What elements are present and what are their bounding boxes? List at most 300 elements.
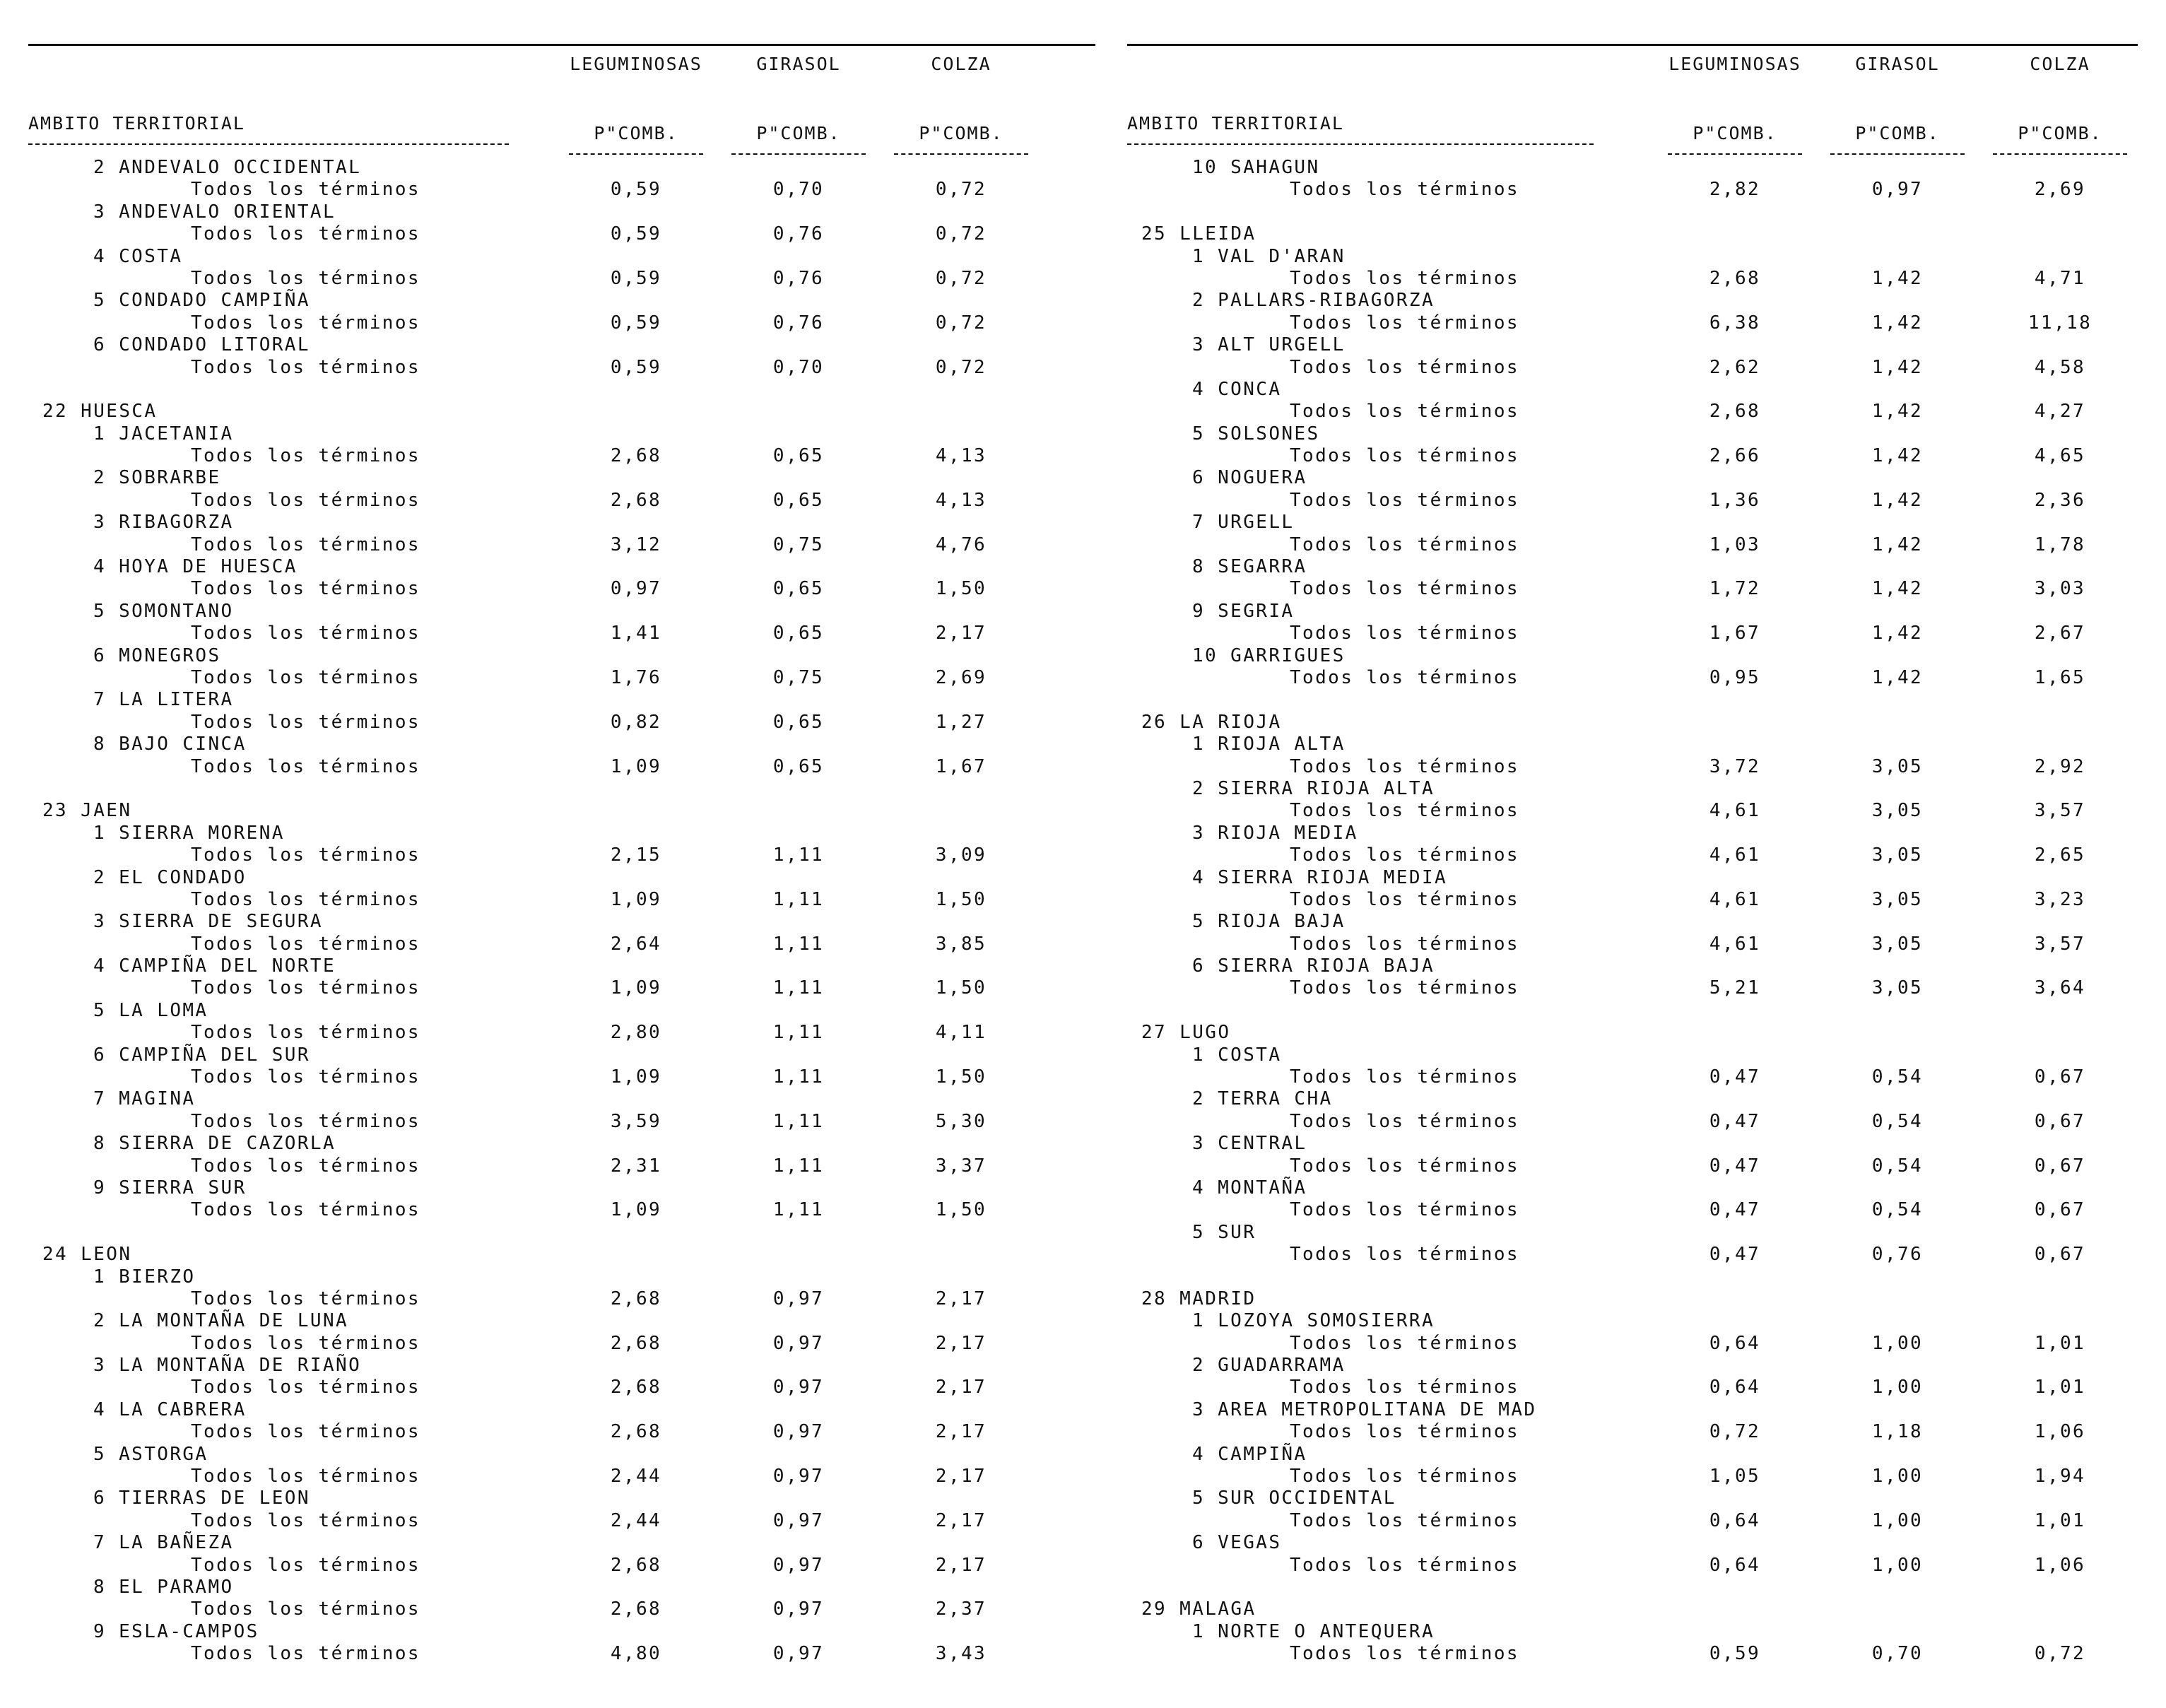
terminos-row bbox=[28, 1555, 1095, 1577]
girasol-value: 1,18 bbox=[1871, 1421, 1924, 1443]
comarca-row bbox=[1127, 423, 2138, 445]
comarca-row bbox=[1127, 1444, 2138, 1466]
colza-value: 5,30 bbox=[935, 1110, 987, 1132]
leguminosas-rule bbox=[1668, 153, 1802, 155]
comarca-row bbox=[1127, 601, 2138, 623]
girasol-value: 1,11 bbox=[772, 1022, 825, 1044]
row-label: Todos los términos bbox=[191, 1199, 420, 1221]
row-label: 5 ASTORGA bbox=[93, 1443, 208, 1465]
spacer-row bbox=[28, 1222, 1095, 1244]
comarca-row bbox=[28, 1044, 1095, 1066]
row-label: Todos los términos bbox=[1290, 977, 1519, 999]
row-label: 5 LA LOMA bbox=[93, 999, 208, 1021]
leguminosas-rule bbox=[569, 153, 703, 155]
colza-header: COLZA bbox=[931, 54, 991, 74]
terminos-row bbox=[28, 268, 1095, 290]
row-label: 3 ANDEVALO ORIENTAL bbox=[93, 201, 336, 223]
girasol-value: 3,05 bbox=[1871, 888, 1924, 910]
colza-value: 0,72 bbox=[2034, 1643, 2086, 1665]
row-label: Todos los términos bbox=[1290, 267, 1519, 289]
row-label: Todos los términos bbox=[1290, 578, 1519, 600]
terminos-row bbox=[1127, 1421, 2138, 1443]
leguminosas-value: 2,68 bbox=[610, 1421, 662, 1443]
comarca-row bbox=[1127, 467, 2138, 489]
girasol-rule bbox=[731, 153, 866, 155]
colza-value: 1,50 bbox=[935, 1066, 987, 1088]
terminos-row bbox=[28, 1288, 1095, 1310]
leguminosas-value: 2,68 bbox=[610, 1377, 662, 1398]
colza-value: 3,57 bbox=[2034, 933, 2086, 955]
girasol-value: 1,00 bbox=[1871, 1466, 1924, 1488]
terminos-row bbox=[28, 1598, 1095, 1620]
spacer-row bbox=[1127, 1000, 2138, 1022]
leguminosas-value: 0,47 bbox=[1709, 1066, 1761, 1088]
colza-value: 1,06 bbox=[2034, 1421, 2086, 1443]
row-label: Todos los términos bbox=[191, 1466, 420, 1488]
row-label: 7 LA LITERA bbox=[93, 689, 234, 711]
row-label: 2 SOBRARBE bbox=[93, 467, 221, 489]
girasol-value: 0,75 bbox=[772, 666, 825, 688]
comarca-row bbox=[1127, 379, 2138, 401]
girasol-value: 0,97 bbox=[772, 1509, 825, 1531]
leguminosas-value: 3,12 bbox=[610, 534, 662, 555]
terminos-row bbox=[28, 179, 1095, 201]
row-label: Todos los términos bbox=[191, 179, 420, 201]
province-row bbox=[1127, 223, 2138, 245]
terminos-row bbox=[1127, 1466, 2138, 1488]
leguminosas-value: 0,59 bbox=[610, 356, 662, 378]
row-label: Todos los términos bbox=[191, 1332, 420, 1354]
girasol-value: 1,11 bbox=[772, 844, 825, 866]
leguminosas-value: 1,09 bbox=[610, 977, 662, 999]
girasol-value: 1,00 bbox=[1871, 1377, 1924, 1398]
comarca-row bbox=[28, 157, 1095, 179]
row-label: Todos los términos bbox=[191, 933, 420, 955]
terminos-row bbox=[1127, 179, 2138, 201]
row-label: 4 COSTA bbox=[93, 245, 183, 267]
terminos-row bbox=[1127, 490, 2138, 512]
row-label: Todos los términos bbox=[1290, 666, 1519, 688]
row-label: Todos los términos bbox=[1290, 534, 1519, 555]
ambito-rule bbox=[1127, 143, 1594, 145]
girasol-value: 0,70 bbox=[772, 179, 825, 201]
comarca-row bbox=[28, 201, 1095, 223]
terminos-row bbox=[1127, 1333, 2138, 1355]
row-label: 6 CAMPIÑA DEL SUR bbox=[93, 1044, 310, 1066]
girasol-value: 1,42 bbox=[1871, 578, 1924, 600]
colza-value: 1,50 bbox=[935, 1199, 987, 1221]
row-label: 24 LEON bbox=[42, 1244, 132, 1266]
girasol-value: 1,42 bbox=[1871, 623, 1924, 644]
ambito-territorial-header: AMBITO TERRITORIAL bbox=[28, 113, 245, 134]
row-label: Todos los términos bbox=[191, 844, 420, 866]
leguminosas-value: 1,09 bbox=[610, 1199, 662, 1221]
leguminosas-value: 4,61 bbox=[1709, 844, 1761, 866]
colza-value: 0,67 bbox=[2034, 1110, 2086, 1132]
leguminosas-value: 4,80 bbox=[610, 1643, 662, 1665]
row-label: 5 SOMONTANO bbox=[93, 600, 234, 622]
terminos-row bbox=[28, 1510, 1095, 1532]
row-label: Todos los términos bbox=[1290, 755, 1519, 777]
ambito-territorial-header: AMBITO TERRITORIAL bbox=[1127, 113, 1344, 134]
girasol-value: 0,97 bbox=[772, 1421, 825, 1443]
row-label: 22 HUESCA bbox=[42, 401, 158, 423]
leguminosas-value: 2,68 bbox=[1709, 401, 1761, 423]
leguminosas-value: 2,64 bbox=[610, 933, 662, 955]
terminos-row bbox=[1127, 1643, 2138, 1665]
comarca-row bbox=[28, 1133, 1095, 1155]
row-label: Todos los términos bbox=[191, 755, 420, 777]
terminos-row bbox=[28, 223, 1095, 245]
leguminosas-value: 2,62 bbox=[1709, 356, 1761, 378]
row-label: 6 VEGAS bbox=[1192, 1532, 1282, 1554]
terminos-row bbox=[28, 1199, 1095, 1221]
row-label: Todos los términos bbox=[1290, 489, 1519, 511]
colza-value: 2,17 bbox=[935, 1377, 987, 1398]
row-label: 5 SOLSONES bbox=[1192, 423, 1320, 444]
row-label: 6 TIERRAS DE LEON bbox=[93, 1488, 310, 1509]
leguminosas-value: 2,68 bbox=[610, 1332, 662, 1354]
girasol-value: 0,65 bbox=[772, 711, 825, 733]
colza-value: 1,50 bbox=[935, 888, 987, 910]
terminos-row bbox=[28, 1643, 1095, 1665]
leguminosas-pcomb-header: P"COMB. bbox=[594, 123, 678, 143]
leguminosas-pcomb-header: P"COMB. bbox=[1693, 123, 1777, 143]
row-label: 5 CONDADO CAMPIÑA bbox=[93, 290, 310, 312]
colza-value: 2,17 bbox=[935, 1288, 987, 1309]
row-label: Todos los términos bbox=[191, 888, 420, 910]
comarca-row bbox=[28, 601, 1095, 623]
row-label: 6 SIERRA RIOJA BAJA bbox=[1192, 955, 1435, 977]
terminos-row bbox=[28, 667, 1095, 689]
leguminosas-value: 2,82 bbox=[1709, 179, 1761, 201]
colza-value: 0,72 bbox=[935, 223, 987, 245]
leguminosas-value: 2,68 bbox=[610, 1598, 662, 1620]
colza-value: 4,65 bbox=[2034, 445, 2086, 467]
comarca-row bbox=[1127, 1621, 2138, 1643]
row-label: Todos los términos bbox=[191, 489, 420, 511]
row-label: 3 RIBAGORZA bbox=[93, 512, 234, 534]
leguminosas-value: 0,47 bbox=[1709, 1155, 1761, 1177]
row-label: 2 GUADARRAMA bbox=[1192, 1355, 1346, 1377]
row-label: Todos los términos bbox=[191, 1554, 420, 1576]
comarca-row bbox=[1127, 512, 2138, 534]
row-label: 3 LA MONTAÑA DE RIAÑO bbox=[93, 1355, 362, 1377]
leguminosas-value: 3,72 bbox=[1709, 755, 1761, 777]
terminos-row bbox=[28, 1066, 1095, 1088]
row-label: 6 CONDADO LITORAL bbox=[93, 334, 310, 356]
colza-value: 4,58 bbox=[2034, 356, 2086, 378]
comarca-row bbox=[28, 955, 1095, 977]
colza-value: 3,64 bbox=[2034, 977, 2086, 999]
girasol-value: 0,76 bbox=[772, 223, 825, 245]
row-label: 1 NORTE O ANTEQUERA bbox=[1192, 1620, 1435, 1642]
row-label: 2 EL CONDADO bbox=[93, 866, 247, 888]
comarca-row bbox=[1127, 1088, 2138, 1110]
row-label: 3 ALT URGELL bbox=[1192, 334, 1346, 356]
girasol-header: GIRASOL bbox=[1855, 54, 1940, 74]
colza-value: 11,18 bbox=[2027, 312, 2093, 334]
comarca-row bbox=[28, 911, 1095, 933]
colza-value: 4,13 bbox=[935, 489, 987, 511]
terminos-row bbox=[28, 623, 1095, 644]
leguminosas-value: 0,59 bbox=[610, 267, 662, 289]
leguminosas-value: 2,44 bbox=[610, 1509, 662, 1531]
terminos-row bbox=[28, 490, 1095, 512]
leguminosas-value: 5,21 bbox=[1709, 977, 1761, 999]
row-label: 5 RIOJA BAJA bbox=[1192, 911, 1346, 933]
terminos-row bbox=[1127, 1510, 2138, 1532]
comarca-row bbox=[28, 823, 1095, 844]
leguminosas-value: 0,97 bbox=[610, 578, 662, 600]
comarca-row bbox=[28, 246, 1095, 268]
colza-value: 1,01 bbox=[2034, 1332, 2086, 1354]
comarca-row bbox=[28, 734, 1095, 755]
terminos-row bbox=[28, 889, 1095, 911]
row-label: Todos los términos bbox=[1290, 800, 1519, 822]
terminos-row bbox=[1127, 534, 2138, 556]
comarca-row bbox=[1127, 1532, 2138, 1554]
row-label: 2 ANDEVALO OCCIDENTAL bbox=[93, 157, 362, 178]
leguminosas-value: 0,64 bbox=[1709, 1332, 1761, 1354]
spacer-row bbox=[1127, 1577, 2138, 1598]
row-label: Todos los términos bbox=[1290, 445, 1519, 467]
leguminosas-value: 1,03 bbox=[1709, 534, 1761, 555]
comarca-row bbox=[1127, 334, 2138, 356]
row-label: Todos los términos bbox=[191, 534, 420, 555]
comarca-row bbox=[1127, 734, 2138, 755]
terminos-row bbox=[1127, 844, 2138, 866]
row-label: 6 NOGUERA bbox=[1192, 467, 1307, 489]
row-label: 2 SIERRA RIOJA ALTA bbox=[1192, 777, 1435, 799]
row-label: 27 LUGO bbox=[1141, 1022, 1231, 1044]
comarca-row bbox=[1127, 645, 2138, 667]
colza-value: 4,27 bbox=[2034, 401, 2086, 423]
leguminosas-value: 2,80 bbox=[610, 1022, 662, 1044]
leguminosas-value: 0,59 bbox=[610, 312, 662, 334]
row-label: 4 LA CABRERA bbox=[93, 1398, 247, 1420]
row-label: Todos los términos bbox=[1290, 623, 1519, 644]
row-label: 28 MADRID bbox=[1141, 1288, 1256, 1309]
province-row bbox=[28, 1244, 1095, 1266]
girasol-value: 0,65 bbox=[772, 623, 825, 644]
colza-value: 4,11 bbox=[935, 1022, 987, 1044]
row-label: Todos los términos bbox=[1290, 1466, 1519, 1488]
leguminosas-value: 0,59 bbox=[610, 223, 662, 245]
terminos-row bbox=[28, 1421, 1095, 1443]
girasol-value: 0,70 bbox=[772, 356, 825, 378]
terminos-row bbox=[28, 445, 1095, 467]
comarca-row bbox=[28, 1088, 1095, 1110]
comarca-row bbox=[28, 1532, 1095, 1554]
comarca-row bbox=[1127, 1044, 2138, 1066]
girasol-value: 0,65 bbox=[772, 578, 825, 600]
row-label: 1 LOZOYA SOMOSIERRA bbox=[1192, 1310, 1435, 1332]
girasol-value: 3,05 bbox=[1871, 977, 1924, 999]
row-label: Todos los términos bbox=[191, 1421, 420, 1443]
girasol-value: 0,65 bbox=[772, 755, 825, 777]
leguminosas-value: 2,15 bbox=[610, 844, 662, 866]
row-label: 26 LA RIOJA bbox=[1141, 711, 1282, 733]
row-label: Todos los términos bbox=[191, 1288, 420, 1309]
row-label: 1 BIERZO bbox=[93, 1266, 196, 1288]
comarca-row bbox=[28, 867, 1095, 889]
row-label: Todos los términos bbox=[191, 1509, 420, 1531]
row-label: 5 SUR OCCIDENTAL bbox=[1192, 1488, 1396, 1509]
row-label: 4 MONTAÑA bbox=[1192, 1177, 1307, 1198]
girasol-value: 1,42 bbox=[1871, 489, 1924, 511]
girasol-value: 0,70 bbox=[1871, 1643, 1924, 1665]
comarca-row bbox=[1127, 556, 2138, 578]
colza-value: 1,50 bbox=[935, 578, 987, 600]
colza-value: 0,67 bbox=[2034, 1155, 2086, 1177]
row-label: Todos los términos bbox=[191, 578, 420, 600]
colza-value: 0,67 bbox=[2034, 1199, 2086, 1221]
row-label: Todos los términos bbox=[191, 1598, 420, 1620]
row-label: 9 ESLA-CAMPOS bbox=[93, 1620, 259, 1642]
row-label: Todos los términos bbox=[1290, 1377, 1519, 1398]
row-label: 9 SEGRIA bbox=[1192, 600, 1295, 622]
leguminosas-value: 2,68 bbox=[610, 489, 662, 511]
colza-value: 1,01 bbox=[2034, 1377, 2086, 1398]
row-label: 3 SIERRA DE SEGURA bbox=[93, 911, 323, 933]
colza-rule bbox=[1993, 153, 2127, 155]
comarca-row bbox=[28, 1177, 1095, 1199]
right-page bbox=[1127, 0, 2138, 1708]
row-label: 4 CAMPIÑA bbox=[1192, 1443, 1307, 1465]
leguminosas-value: 4,61 bbox=[1709, 933, 1761, 955]
leguminosas-value: 1,72 bbox=[1709, 578, 1761, 600]
row-label: Todos los términos bbox=[1290, 1332, 1519, 1354]
row-label: 5 SUR bbox=[1192, 1221, 1256, 1243]
terminos-row bbox=[28, 1466, 1095, 1488]
row-label: Todos los términos bbox=[1290, 844, 1519, 866]
girasol-value: 0,97 bbox=[1871, 179, 1924, 201]
girasol-value: 0,75 bbox=[772, 534, 825, 555]
girasol-value: 1,42 bbox=[1871, 267, 1924, 289]
row-label: Todos los términos bbox=[1290, 179, 1519, 201]
terminos-row bbox=[1127, 756, 2138, 778]
comarca-row bbox=[28, 1488, 1095, 1509]
row-label: 1 COSTA bbox=[1192, 1044, 1282, 1066]
comarca-row bbox=[28, 689, 1095, 711]
girasol-value: 0,97 bbox=[772, 1598, 825, 1620]
terminos-row bbox=[1127, 312, 2138, 334]
row-label: 3 AREA METROPOLITANA DE MAD bbox=[1192, 1398, 1537, 1420]
girasol-value: 3,05 bbox=[1871, 800, 1924, 822]
row-label: Todos los términos bbox=[191, 1066, 420, 1088]
girasol-value: 0,65 bbox=[772, 489, 825, 511]
girasol-value: 0,97 bbox=[772, 1288, 825, 1309]
comarca-row bbox=[1127, 867, 2138, 889]
comarca-row bbox=[28, 1399, 1095, 1421]
row-label: Todos los términos bbox=[1290, 1199, 1519, 1221]
comarca-row bbox=[28, 290, 1095, 312]
colza-value: 2,69 bbox=[935, 666, 987, 688]
leguminosas-value: 1,09 bbox=[610, 755, 662, 777]
comarca-row bbox=[1127, 1310, 2138, 1332]
colza-value: 1,01 bbox=[2034, 1509, 2086, 1531]
colza-value: 4,13 bbox=[935, 445, 987, 467]
leguminosas-value: 1,76 bbox=[610, 666, 662, 688]
comarca-row bbox=[1127, 1133, 2138, 1155]
row-label: Todos los términos bbox=[191, 711, 420, 733]
row-label: Todos los términos bbox=[1290, 401, 1519, 423]
leguminosas-value: 0,47 bbox=[1709, 1199, 1761, 1221]
comarca-row bbox=[1127, 1177, 2138, 1199]
terminos-row bbox=[1127, 933, 2138, 955]
colza-pcomb-header: P"COMB. bbox=[919, 123, 1003, 143]
leguminosas-value: 6,38 bbox=[1709, 312, 1761, 334]
terminos-row bbox=[1127, 800, 2138, 822]
spacer-row bbox=[28, 379, 1095, 401]
spacer-row bbox=[1127, 201, 2138, 223]
girasol-value: 1,42 bbox=[1871, 312, 1924, 334]
leguminosas-value: 0,59 bbox=[610, 179, 662, 201]
colza-value: 3,37 bbox=[935, 1155, 987, 1177]
girasol-value: 1,42 bbox=[1871, 445, 1924, 467]
row-label: 8 SEGARRA bbox=[1192, 556, 1307, 578]
colza-value: 0,67 bbox=[2034, 1244, 2086, 1266]
left-page bbox=[28, 0, 1095, 1708]
colza-value: 1,67 bbox=[935, 755, 987, 777]
comarca-row bbox=[1127, 1488, 2138, 1509]
row-label: Todos los términos bbox=[1290, 1421, 1519, 1443]
girasol-value: 0,97 bbox=[772, 1643, 825, 1665]
leguminosas-value: 2,68 bbox=[610, 1288, 662, 1309]
comarca-row bbox=[28, 1355, 1095, 1377]
province-row bbox=[1127, 1288, 2138, 1310]
row-label: 25 LLEIDA bbox=[1141, 223, 1256, 245]
girasol-value: 0,65 bbox=[772, 445, 825, 467]
row-label: 1 JACETANIA bbox=[93, 423, 234, 444]
terminos-row bbox=[1127, 623, 2138, 644]
right-table-body bbox=[1127, 157, 2138, 1666]
row-label: 10 GARRIGUES bbox=[1192, 644, 1346, 666]
leguminosas-value: 1,09 bbox=[610, 1066, 662, 1088]
leguminosas-value: 0,64 bbox=[1709, 1509, 1761, 1531]
row-label: 8 SIERRA DE CAZORLA bbox=[93, 1133, 336, 1155]
ambito-rule bbox=[28, 143, 509, 145]
colza-value: 2,92 bbox=[2034, 755, 2086, 777]
colza-value: 2,17 bbox=[935, 1421, 987, 1443]
colza-value: 2,17 bbox=[935, 1332, 987, 1354]
row-label: Todos los términos bbox=[1290, 1554, 1519, 1576]
row-label: Todos los términos bbox=[191, 267, 420, 289]
girasol-value: 0,97 bbox=[772, 1466, 825, 1488]
girasol-header: GIRASOL bbox=[756, 54, 841, 74]
terminos-row bbox=[28, 1377, 1095, 1398]
girasol-value: 3,05 bbox=[1871, 755, 1924, 777]
girasol-value: 1,42 bbox=[1871, 356, 1924, 378]
girasol-value: 1,42 bbox=[1871, 666, 1924, 688]
colza-value: 0,72 bbox=[935, 356, 987, 378]
terminos-row bbox=[1127, 889, 2138, 911]
girasol-value: 1,11 bbox=[772, 1155, 825, 1177]
colza-value: 3,03 bbox=[2034, 578, 2086, 600]
leguminosas-header: LEGUMINOSAS bbox=[570, 54, 702, 74]
row-label: Todos los términos bbox=[1290, 1244, 1519, 1266]
terminos-row bbox=[28, 357, 1095, 379]
leguminosas-value: 2,44 bbox=[610, 1466, 662, 1488]
girasol-value: 1,00 bbox=[1871, 1554, 1924, 1576]
colza-value: 3,23 bbox=[2034, 888, 2086, 910]
comarca-row bbox=[28, 1621, 1095, 1643]
terminos-row bbox=[28, 534, 1095, 556]
girasol-value: 0,97 bbox=[772, 1377, 825, 1398]
colza-header: COLZA bbox=[2030, 54, 2090, 74]
terminos-row bbox=[28, 1333, 1095, 1355]
